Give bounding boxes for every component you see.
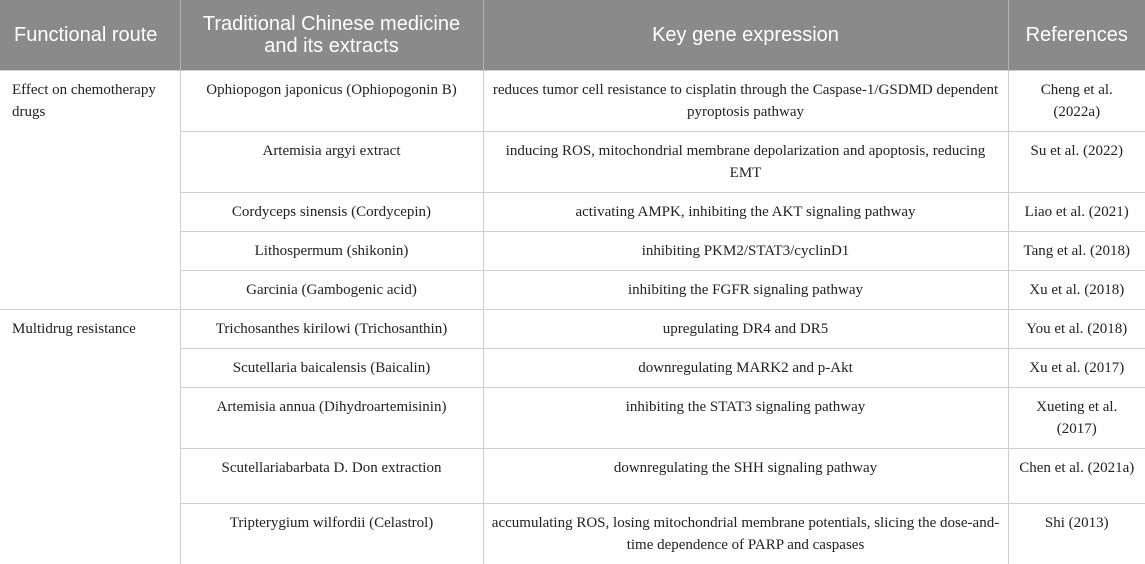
header-row: [0, 0, 1145, 71]
header-references: References: [1008, 0, 1145, 71]
expression-cell: downregulating MARK2 and p-Akt: [483, 349, 1008, 388]
expression-cell: inhibiting the STAT3 signaling pathway: [483, 388, 1008, 449]
medicine-cell: Garcinia (Gambogenic acid): [180, 271, 483, 310]
header-medicine: Traditional Chinese medicine and its extracts: [180, 0, 483, 71]
table-header: [0, 0, 1145, 71]
table-row: [0, 310, 1145, 349]
reference-cell: Liao et al. (2021): [1008, 193, 1145, 232]
medicine-cell: Lithospermum (shikonin): [180, 232, 483, 271]
expression-cell: upregulating DR4 and DR5: [483, 310, 1008, 349]
route-cell: Effect on chemotherapy drugs: [0, 71, 180, 310]
expression-cell: reduces tumor cell resistance to cisplatin through the Caspase-1/GSDMD dependent pyroptosis pathway: [483, 71, 1008, 132]
header-functional-route: Functional route: [0, 0, 180, 71]
expression-cell: inducing ROS, mitochondrial membrane depolarization and apoptosis, reducing EMT: [483, 132, 1008, 193]
header-key-gene-expression: Key gene expression: [483, 0, 1008, 71]
medicine-cell: Tripterygium wilfordii (Celastrol): [180, 504, 483, 564]
reference-cell: Xu et al. (2018): [1008, 271, 1145, 310]
medicine-cell: Artemisia argyi extract: [180, 132, 483, 193]
reference-cell: Shi (2013): [1008, 504, 1145, 564]
reference-cell: Cheng et al. (2022a): [1008, 71, 1145, 132]
reference-cell: Tang et al. (2018): [1008, 232, 1145, 271]
reference-cell: Xueting et al. (2017): [1008, 388, 1145, 449]
medicine-cell: Ophiopogon japonicus (Ophiopogonin B): [180, 71, 483, 132]
medicine-cell: Trichosanthes kirilowi (Trichosanthin): [180, 310, 483, 349]
expression-cell: inhibiting PKM2/STAT3/cyclinD1: [483, 232, 1008, 271]
reference-cell: Chen et al. (2021a): [1008, 449, 1145, 504]
expression-cell: inhibiting the FGFR signaling pathway: [483, 271, 1008, 310]
medicine-cell: Artemisia annua (Dihydroartemisinin): [180, 388, 483, 449]
route-cell: Multidrug resistance: [0, 310, 180, 564]
reference-cell: Su et al. (2022): [1008, 132, 1145, 193]
reference-cell: You et al. (2018): [1008, 310, 1145, 349]
expression-cell: downregulating the SHH signaling pathway: [483, 449, 1008, 504]
medicine-cell: Scutellariabarbata D. Don extraction: [180, 449, 483, 504]
table-body: [0, 71, 1145, 564]
medicine-cell: Scutellaria baicalensis (Baicalin): [180, 349, 483, 388]
table-row: [0, 71, 1145, 132]
medicine-cell: Cordyceps sinensis (Cordycepin): [180, 193, 483, 232]
reference-cell: Xu et al. (2017): [1008, 349, 1145, 388]
expression-cell: activating AMPK, inhibiting the AKT signaling pathway: [483, 193, 1008, 232]
expression-cell: accumulating ROS, losing mitochondrial membrane potentials, slicing the dose-and-time dependence of PARP and caspases: [483, 504, 1008, 564]
